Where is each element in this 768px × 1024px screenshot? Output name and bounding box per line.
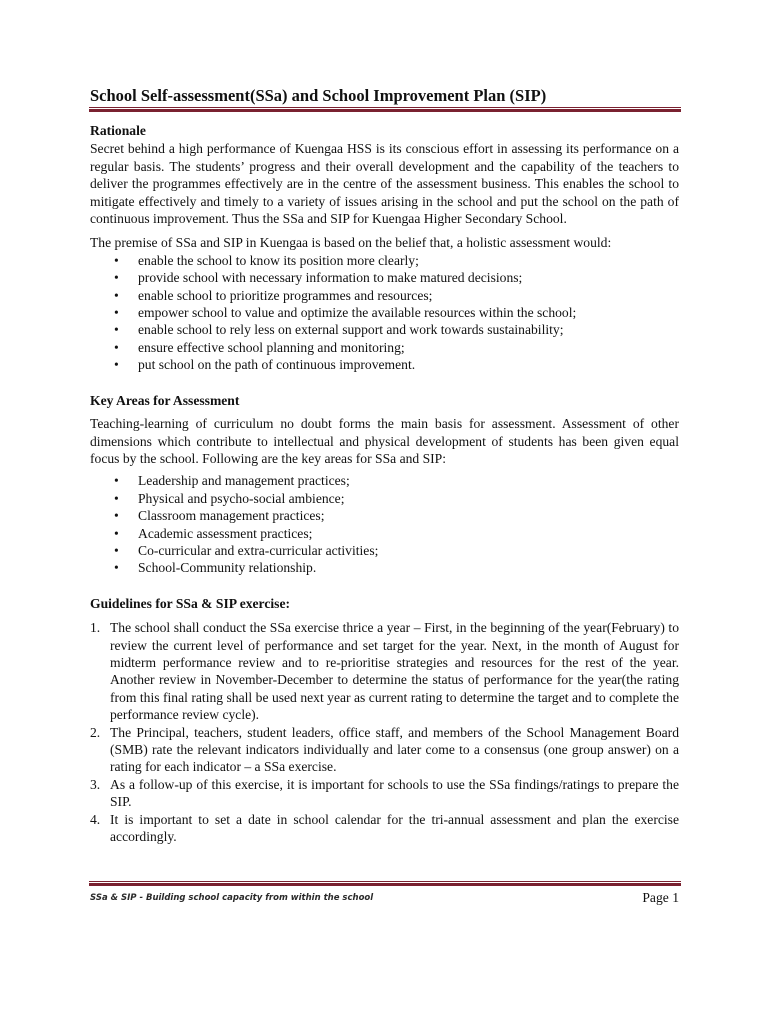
list-item — [90, 776, 679, 811]
list-item: • enable the school to know its position more clearly; — [90, 252, 679, 269]
list-item: • enable school to rely less on external support and work towards sustainability; — [90, 321, 679, 338]
list-item: • Academic assessment practices; — [90, 525, 679, 542]
list-item: • Co-curricular and extra-curricular activities; — [90, 542, 679, 559]
key-areas-heading: Key Areas for Assessment — [90, 392, 240, 408]
item-text: The school shall conduct the SSa exercise thrice a year – First, in the beginning of the year(February) to review the current level of performance and set target for the year. Next, in the month of August for midterm performance review and to re-prioritise strategies and resources for the rest of the year. Another review in November-December to determine the status of performance for the year(the rating from this final rating shall be used next year as current rating to determine the target and to complete the performance review cycle). — [110, 620, 679, 723]
premise-bullet-list — [90, 252, 679, 374]
guidelines-heading: Guidelines for SSa & SIP exercise: — [90, 595, 291, 611]
item-number: 3. — [90, 776, 101, 792]
footer-caption: SSa & SIP - Building school capacity from within the school — [90, 893, 374, 903]
title-divider — [89, 107, 681, 112]
list-item: • ensure effective school planning and monitoring; — [90, 339, 679, 356]
list-item: • put school on the path of continuous improvement. — [90, 356, 679, 373]
list-item: • Classroom management practices; — [90, 507, 679, 524]
key-areas-bullet-list — [90, 472, 679, 576]
list-item: • Physical and psycho-social ambience; — [90, 490, 679, 507]
footer-divider — [89, 881, 681, 886]
item-number: 1. — [90, 620, 101, 636]
premise-paragraph: The premise of SSa and SIP in Kuengaa is based on the belief that, a holistic assessment would: — [90, 235, 612, 251]
guidelines-numbered-list — [90, 619, 679, 845]
rationale-paragraph: Secret behind a high performance of Kuengaa HSS is its conscious effort in assessing its performance on a regular basis. The students’ progress and their overall development and the capability of the teachers to deliver the programmes effectively are in the centre of the assessment business. This enables the school to mitigate effectively and timely to a variety of issues arising in the school and put the school on the path of continuous improvement. Thus the SSa and SIP for Kuengaa Higher Secondary School. — [90, 141, 679, 227]
item-text: The Principal, teachers, student leaders, office staff, and members of the School Management Board (SMB) rate the relevant indicators individually and later come to a consensus (one group answer) on a rating for each indicator – a SSa exercise. — [110, 724, 679, 775]
list-item: • enable school to prioritize programmes and resources; — [90, 287, 679, 304]
list-item: • Leadership and management practices; — [90, 472, 679, 489]
list-item — [90, 619, 679, 723]
list-item: • empower school to value and optimize the available resources within the school; — [90, 304, 679, 321]
key-areas-paragraph: Teaching-learning of curriculum no doubt forms the main basis for assessment. Assessment of other dimensions which contribute to intellectual and physical development of students has been given equal focus by the school. Following are the key areas for SSa and SIP: — [90, 416, 679, 466]
page-number: Page 1 — [642, 890, 679, 905]
list-item — [90, 724, 679, 776]
item-text: As a follow-up of this exercise, it is important for schools to use the SSa findings/ratings to prepare the SIP. — [110, 776, 679, 810]
item-number: 2. — [90, 724, 101, 740]
rationale-heading: Rationale — [90, 123, 146, 138]
item-number: 4. — [90, 811, 101, 827]
document-body — [90, 122, 679, 845]
list-item: • provide school with necessary information to make matured decisions; — [90, 269, 679, 286]
page-title: School Self-assessment(SSa) and School Improvement Plan (SIP) — [90, 86, 547, 105]
list-item — [90, 811, 679, 846]
item-text: It is important to set a date in school calendar for the tri-annual assessment and plan the exercise accordingly. — [110, 811, 679, 845]
list-item: • School-Community relationship. — [90, 559, 679, 576]
